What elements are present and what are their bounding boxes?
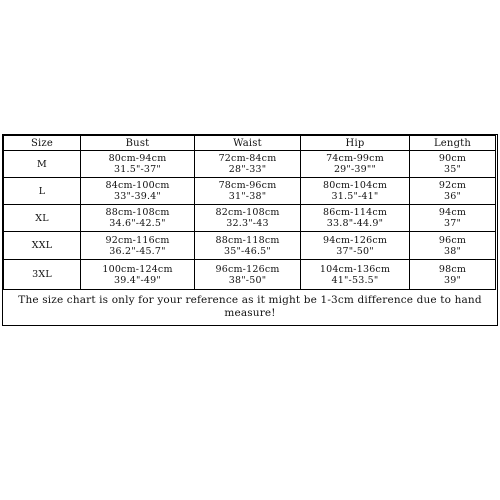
header-hip — [300, 135, 410, 151]
length-cm: 94cm — [438, 207, 467, 218]
hip-cm: 94cm-126cm — [322, 234, 388, 246]
hip-cm: 80cm-104cm — [322, 180, 388, 191]
hip-inch: 33.8"-44.9" — [326, 218, 384, 229]
waist-inch: 32.3"-43 — [226, 218, 269, 229]
size-cell — [3, 259, 81, 290]
waist-cell — [194, 177, 301, 205]
header-bust — [80, 135, 195, 151]
bust-cell — [80, 150, 195, 178]
note-line-2: measure! — [224, 307, 276, 319]
size-chart-table — [2, 134, 498, 326]
length-inch: 37" — [443, 218, 462, 229]
bust-inch: 31.5"-37" — [114, 164, 161, 175]
length-inch: 35" — [443, 164, 462, 175]
size-value: XL — [35, 212, 49, 224]
table-row — [3, 204, 497, 232]
waist-cell — [194, 150, 301, 178]
bust-cell — [80, 259, 195, 290]
waist-inch: 28"-33" — [228, 164, 267, 175]
length-cell — [409, 259, 496, 290]
hip-cell — [300, 231, 410, 260]
size-chart-note — [3, 289, 497, 325]
table-row — [3, 259, 497, 290]
hip-inch: 41"-53.5" — [331, 274, 379, 286]
waist-cm: 96cm-126cm — [215, 263, 280, 275]
header-size-label: Size — [30, 137, 54, 149]
bust-cell — [80, 231, 195, 260]
length-cell — [409, 204, 496, 232]
waist-cell — [194, 204, 301, 232]
table-header-row — [3, 135, 497, 151]
size-cell — [3, 177, 81, 205]
bust-inch: 39.4"-49" — [114, 274, 161, 286]
size-value: L — [38, 185, 46, 197]
waist-cell — [194, 231, 301, 260]
hip-cell — [300, 150, 410, 178]
header-bust-label: Bust — [125, 137, 150, 149]
bust-cell — [80, 177, 195, 205]
bust-cm: 100cm-124cm — [102, 263, 173, 275]
hip-cell — [300, 259, 410, 290]
size-cell — [3, 231, 81, 260]
header-length — [409, 135, 496, 151]
bust-cm: 80cm-94cm — [108, 153, 167, 164]
length-cm: 96cm — [438, 234, 467, 246]
hip-inch: 37"-50" — [336, 245, 374, 257]
hip-cell — [300, 204, 410, 232]
bust-cm: 92cm-116cm — [105, 234, 170, 246]
hip-cm: 74cm-99cm — [326, 153, 384, 164]
bust-cm: 88cm-108cm — [105, 207, 170, 218]
hip-inch: 29"-39"" — [333, 164, 377, 175]
waist-cm: 78cm-96cm — [218, 180, 277, 191]
hip-cm: 86cm-114cm — [322, 207, 388, 218]
header-waist — [194, 135, 301, 151]
header-hip-label: Hip — [345, 137, 365, 149]
length-cell — [409, 177, 496, 205]
waist-inch: 31"-38" — [228, 191, 267, 202]
size-cell — [3, 150, 81, 178]
length-inch: 39" — [443, 274, 462, 286]
waist-cm: 82cm-108cm — [215, 207, 280, 218]
header-size — [3, 135, 81, 151]
bust-cm: 84cm-100cm — [105, 180, 170, 191]
table-row — [3, 177, 497, 205]
length-cell — [409, 150, 496, 178]
length-cm: 90cm — [438, 153, 467, 164]
hip-cell — [300, 177, 410, 205]
bust-cell — [80, 204, 195, 232]
waist-cm: 72cm-84cm — [218, 153, 277, 164]
header-length-label: Length — [433, 137, 472, 149]
header-waist-label: Waist — [233, 137, 262, 149]
note-line-1: The size chart is only for your reference as it might be 1-3cm difference due to hand — [18, 294, 482, 306]
length-inch: 36" — [443, 191, 462, 202]
table-row — [3, 150, 497, 178]
bust-inch: 36.2"-45.7" — [109, 245, 166, 257]
size-value: XXL — [31, 240, 53, 251]
waist-inch: 35"-46.5" — [224, 245, 271, 257]
waist-cell — [194, 259, 301, 290]
bust-inch: 34.6"-42.5" — [109, 218, 166, 229]
size-value: M — [37, 158, 47, 170]
bust-inch: 33"-39.4" — [114, 191, 161, 202]
length-cm: 98cm — [438, 263, 467, 275]
size-value: 3XL — [32, 269, 52, 280]
length-inch: 38" — [443, 245, 462, 257]
size-cell — [3, 204, 81, 232]
hip-inch: 31.5"-41" — [331, 191, 379, 202]
waist-inch: 38"-50" — [228, 274, 267, 286]
table-row — [3, 231, 497, 260]
waist-cm: 88cm-118cm — [215, 234, 280, 246]
length-cell — [409, 231, 496, 260]
hip-cm: 104cm-136cm — [319, 263, 391, 275]
length-cm: 92cm — [438, 180, 467, 191]
